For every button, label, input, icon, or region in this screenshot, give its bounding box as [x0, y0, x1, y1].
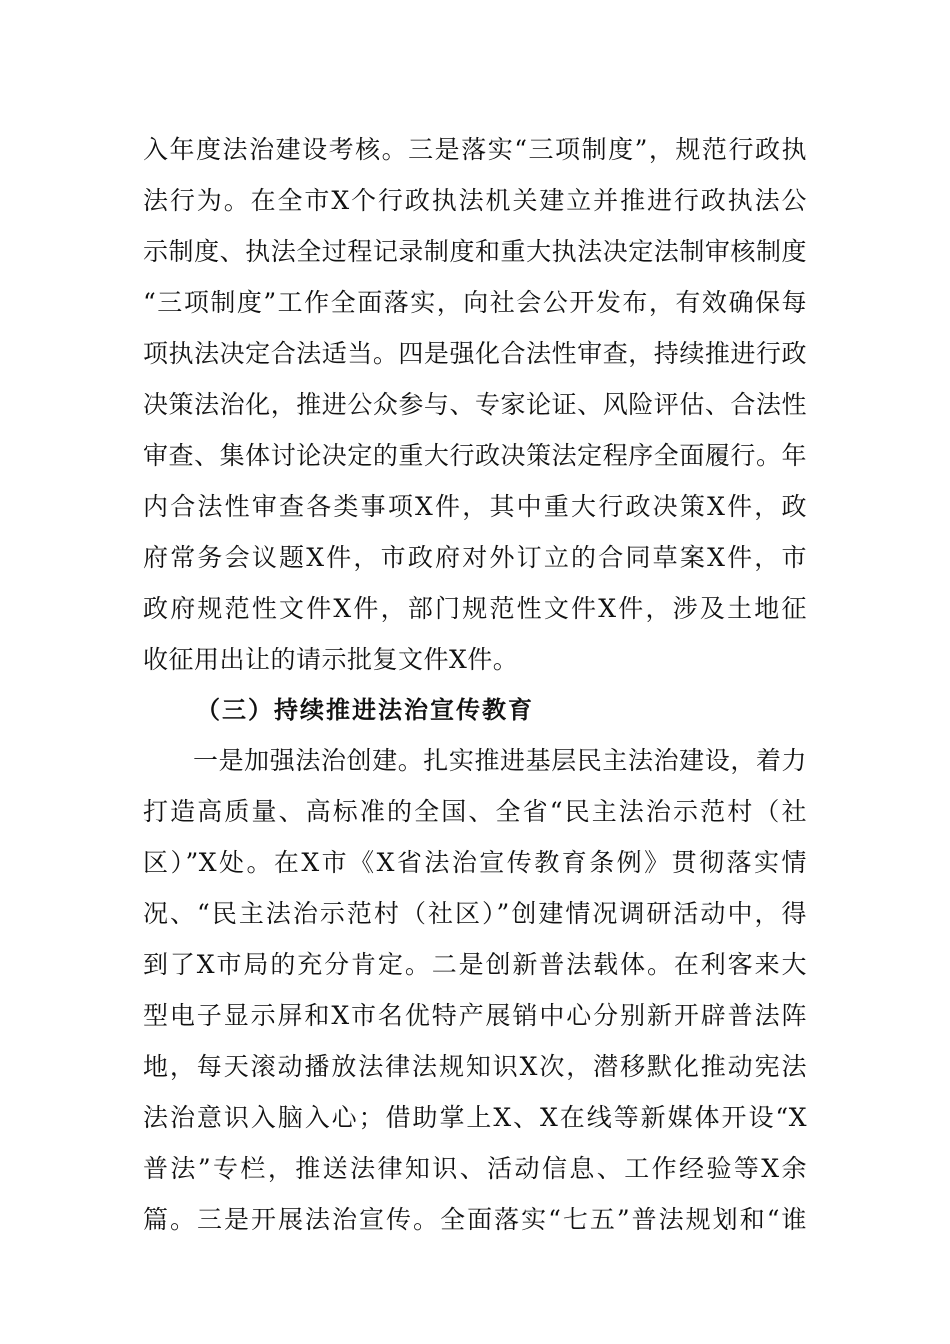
paragraph-line: 入年度法治建设考核。三是落实“三项制度”，规范行政执 [143, 135, 807, 164]
paragraph-line: 收征用出让的请示批复文件X件。 [143, 645, 519, 674]
paragraph-line: 一是加强法治创建。扎实推进基层民主法治建设，着力 [193, 746, 807, 775]
paragraph-line: 到了X市局的充分肯定。二是创新普法载体。在利客来大 [143, 950, 807, 979]
paragraph-line: 府常务会议题X件，市政府对外订立的合同草案X件，市 [143, 543, 807, 572]
paragraph-line: 篇。三是开展法治宣传。全面落实“七五”普法规划和“谁 [143, 1205, 807, 1234]
paragraph-line: “三项制度”工作全面落实，向社会公开发布，有效确保每 [143, 288, 807, 317]
paragraph-line: 打造高质量、高标准的全国、全省“民主法治示范村（社 [143, 797, 807, 826]
paragraph-line: 地，每天滚动播放法律法规知识X次，潜移默化推动宪法 [143, 1052, 807, 1081]
paragraph-line: 况、“民主法治示范村（社区）”创建情况调研活动中，得 [143, 899, 807, 928]
paragraph-line: 项执法决定合法适当。四是强化合法性审查，持续推进行政 [143, 339, 807, 368]
paragraph-line: 法治意识入脑入心；借助掌上X、X在线等新媒体开设“X [143, 1103, 807, 1132]
paragraph-line: 区）”X处。在X市《X省法治宣传教育条例》贯彻落实情 [143, 848, 807, 877]
paragraph-line: 内合法性审查各类事项X件，其中重大行政决策X件，政 [143, 492, 807, 521]
paragraph-line: 普法”专栏，推送法律知识、活动信息、工作经验等X余 [143, 1154, 807, 1183]
section-heading: （三）持续推进法治宣传教育 [196, 696, 534, 724]
paragraph-line: 审查、集体讨论决定的重大行政决策法定程序全面履行。年 [143, 441, 807, 470]
paragraph-line: 政府规范性文件X件，部门规范性文件X件，涉及土地征 [143, 594, 807, 623]
paragraph-line: 决策法治化，推进公众参与、专家论证、风险评估、合法性 [143, 390, 807, 419]
paragraph-line: 示制度、执法全过程记录制度和重大执法决定法制审核制度 [143, 237, 807, 266]
paragraph-line: 型电子显示屏和X市名优特产展销中心分别新开辟普法阵 [143, 1001, 807, 1030]
paragraph-line: 法行为。在全市X个行政执法机关建立并推进行政执法公 [143, 186, 807, 215]
